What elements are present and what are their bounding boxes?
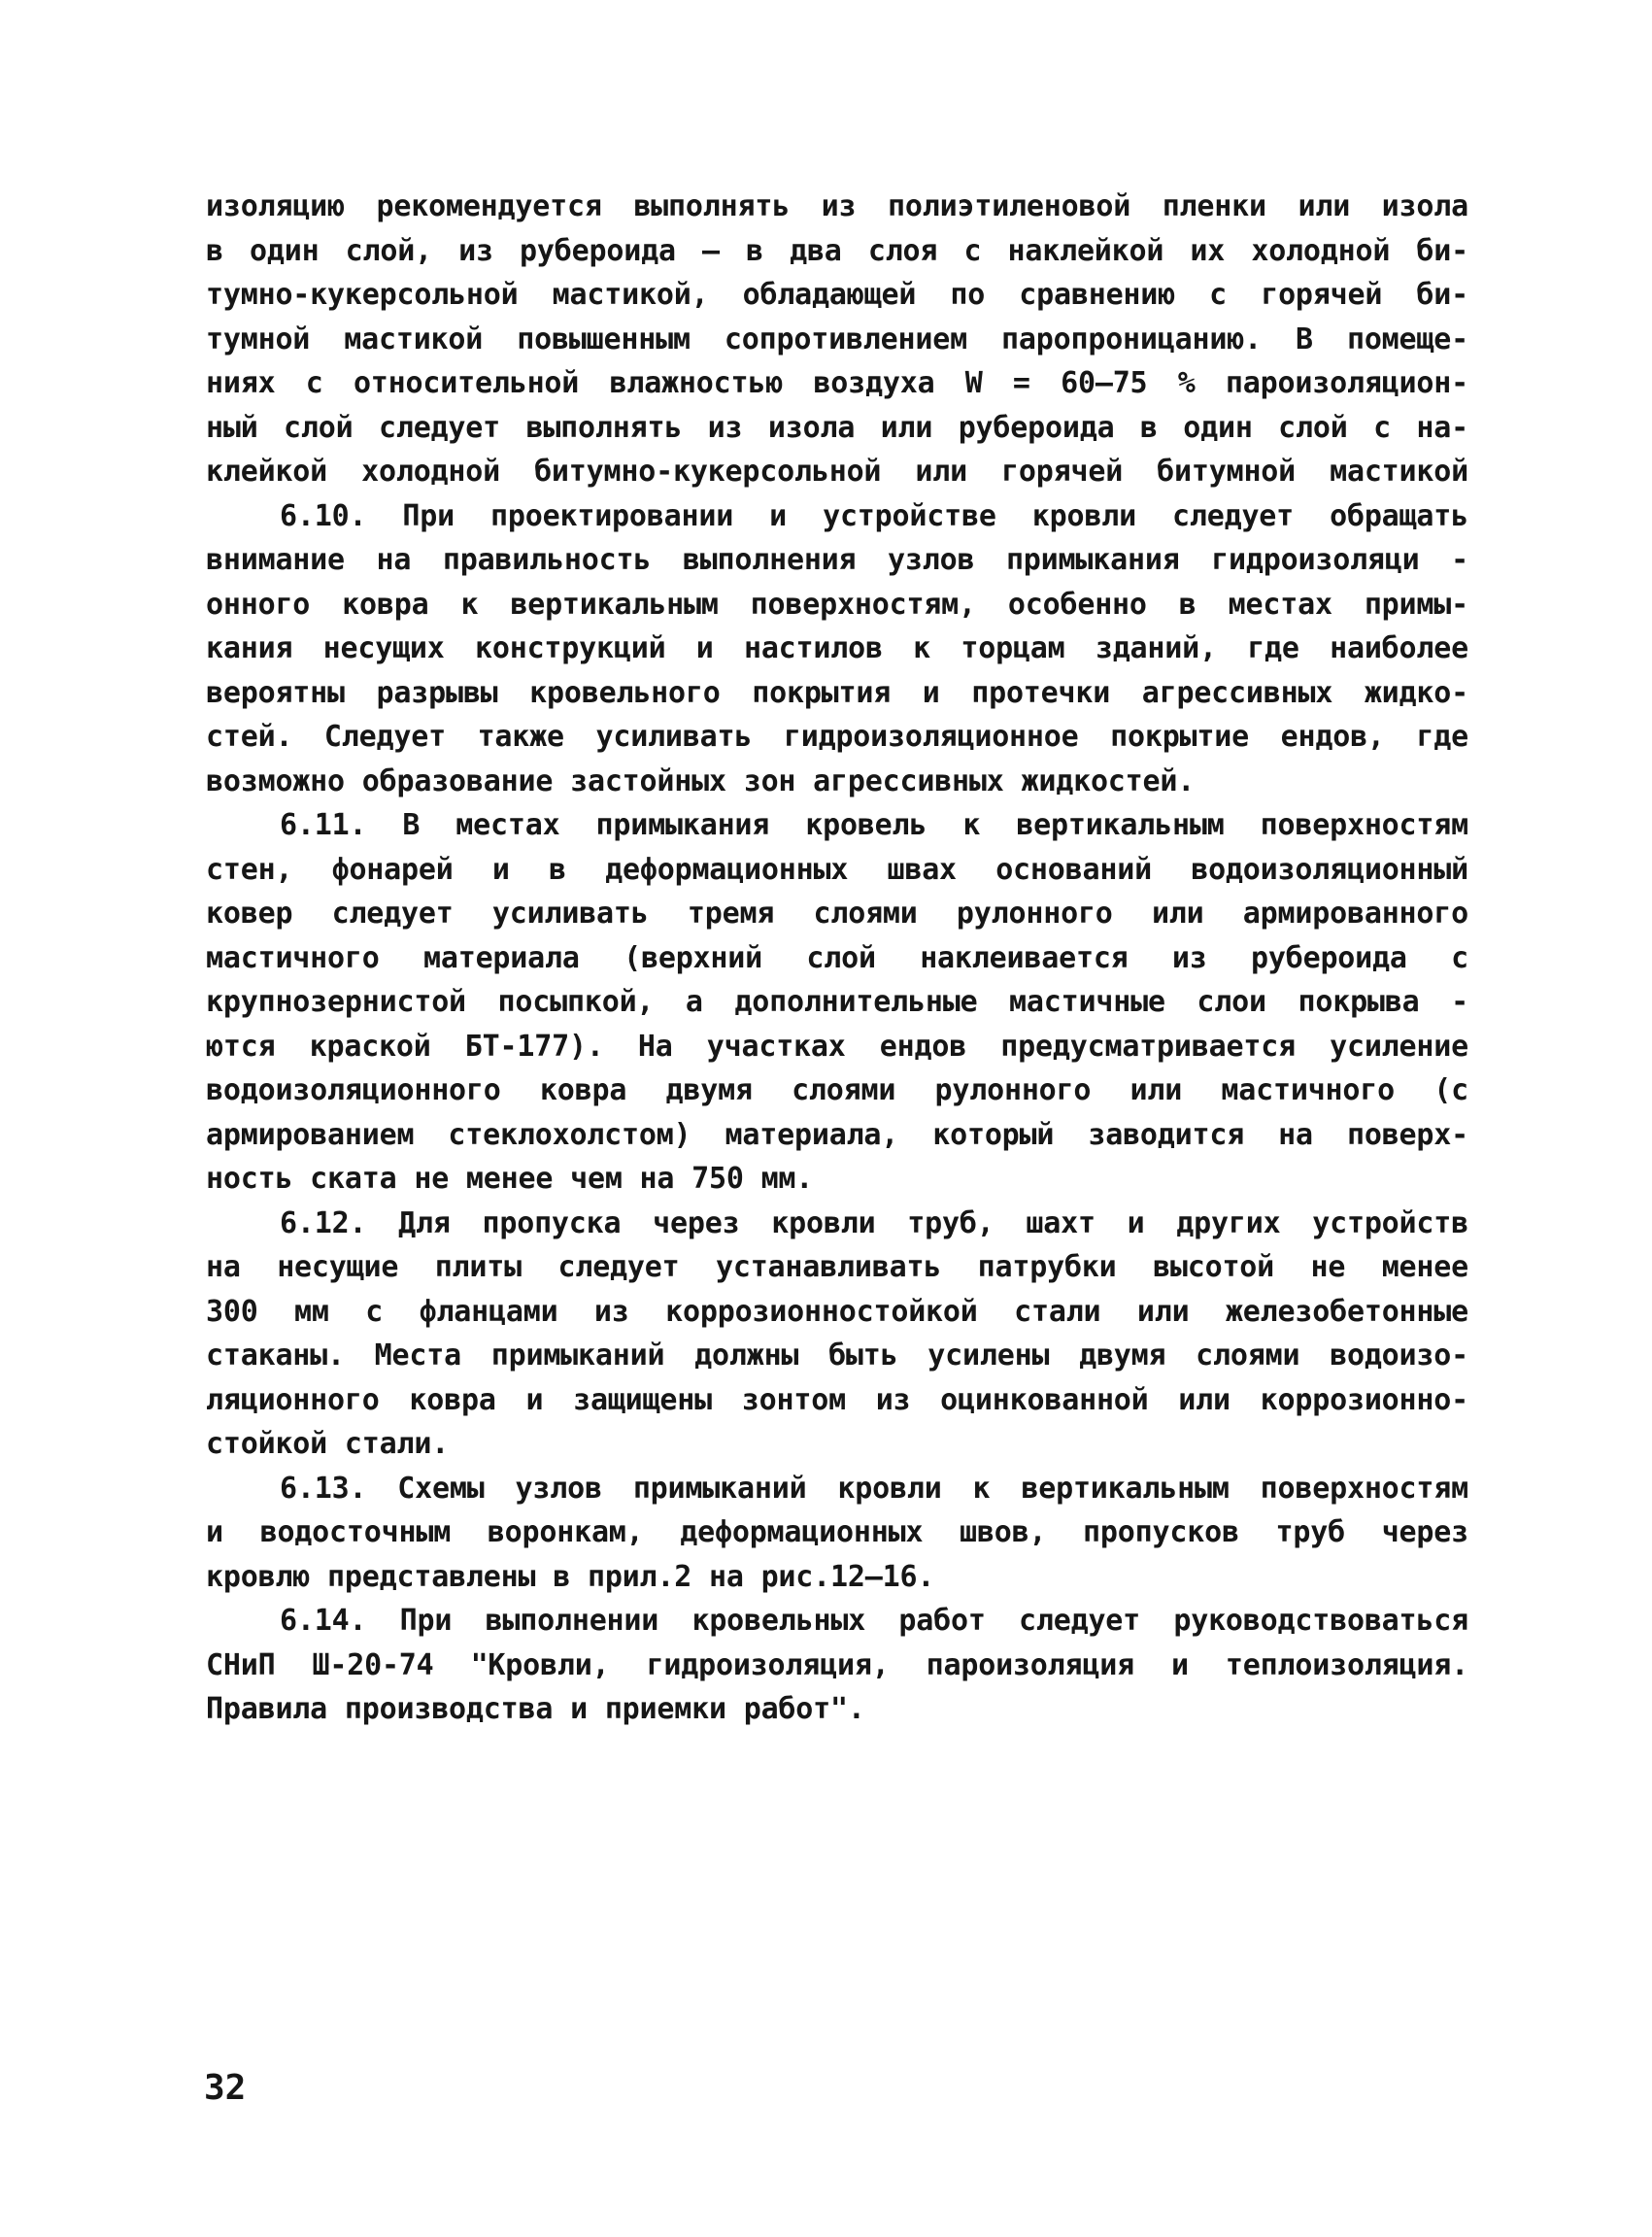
text-line: Правила производства и приемки работ". — [206, 1692, 865, 1726]
text-line: в один слой, из рубероида – в два слоя с наклейкой их холодной би- — [206, 233, 1468, 268]
text-line: изоляцию рекомендуется выполнять из полиэтиленовой пленки или изола — [206, 189, 1468, 223]
text-line: кровлю представлены в прил.2 на рис.12–16. — [206, 1559, 935, 1594]
text-line: возможно образование застойных зон агрессивных жидкостей. — [206, 763, 1196, 798]
text-line: тумно-кукерсольной мастикой, обладающей по сравнению с горячей би- — [206, 278, 1468, 312]
text-line: ниях с относительной влажностью воздуха W = 60–75 % пароизоляцион- — [206, 366, 1468, 400]
text-line: ность ската не менее чем на 750 мм. — [206, 1162, 814, 1196]
paragraph-start-line: 6.10. При проектировании и устройстве кровли следует обращать — [280, 498, 1468, 533]
text-line: 300 мм с фланцами из коррозионностойкой стали или железобетонные — [206, 1294, 1468, 1329]
text-line: стей. Следует также усиливать гидроизоляционное покрытие ендов, где — [206, 720, 1468, 754]
text-line: стаканы. Места примыканий должны быть усилены двумя слоями водоизо- — [206, 1339, 1468, 1373]
text-line: стен, фонарей и в деформационных швах оснований водоизоляционный — [206, 852, 1468, 887]
text-line: мастичного материала (верхний слой наклеивается из рубероида с — [206, 940, 1468, 975]
text-line: крупнозернистой посыпкой, а дополнительные мастичные слои покрыва - — [206, 985, 1468, 1019]
text-line: онного ковра к вертикальным поверхностям, особенно в местах примы- — [206, 587, 1468, 622]
text-line: ный слой следует выполнять из изола или рубероида в один слой с на- — [206, 410, 1468, 445]
text-line: кания несущих конструкций и настилов к торцам зданий, где наиболее — [206, 631, 1468, 665]
text-line: водоизоляционного ковра двумя слоями рулонного или мастичного (с — [206, 1073, 1468, 1107]
text-line: на несущие плиты следует устанавливать патрубки высотой не менее — [206, 1250, 1468, 1284]
text-line: внимание на правильность выполнения узлов примыкания гидроизоляци - — [206, 543, 1468, 577]
document-body — [206, 185, 1468, 1732]
text-line: ляционного ковра и защищены зонтом из оцинкованной или коррозионно- — [206, 1382, 1468, 1417]
text-line: ковер следует усиливать тремя слоями рулонного или армированного — [206, 897, 1468, 931]
text-line: ются краской БТ-177). На участках ендов предусматривается усиление — [206, 1029, 1468, 1064]
text-line: клейкой холодной битумно-кукерсольной или горячей битумной мастикой — [206, 455, 1468, 489]
text-line: армированием стеклохолстом) материала, который заводится на поверх- — [206, 1117, 1468, 1152]
paragraph-start-line: 6.12. Для пропуска через кровли труб, шахт и других устройств — [280, 1205, 1468, 1240]
paragraph-start-line: 6.13. Схемы узлов примыканий кровли к вертикальным поверхностям — [280, 1471, 1468, 1506]
text-line: стойкой стали. — [206, 1427, 450, 1461]
text-line: тумной мастикой повышенным сопротивлением паропроницанию. В помеще- — [206, 322, 1468, 356]
page-number: 32 — [204, 2068, 247, 2108]
text-line: и водосточным воронкам, деформационных швов, пропусков труб через — [206, 1515, 1468, 1549]
paragraph-start-line: 6.14. При выполнении кровельных работ следует руководствоваться — [280, 1604, 1468, 1638]
paragraph-start-line: 6.11. В местах примыкания кровель к вертикальным поверхностям — [280, 808, 1468, 842]
text-line: вероятны разрывы кровельного покрытия и протечки агрессивных жидко- — [206, 675, 1468, 710]
text-line: СНиП Ш-20-74 "Кровли, гидроизоляция, пароизоляция и теплоизоляция. — [206, 1647, 1468, 1682]
